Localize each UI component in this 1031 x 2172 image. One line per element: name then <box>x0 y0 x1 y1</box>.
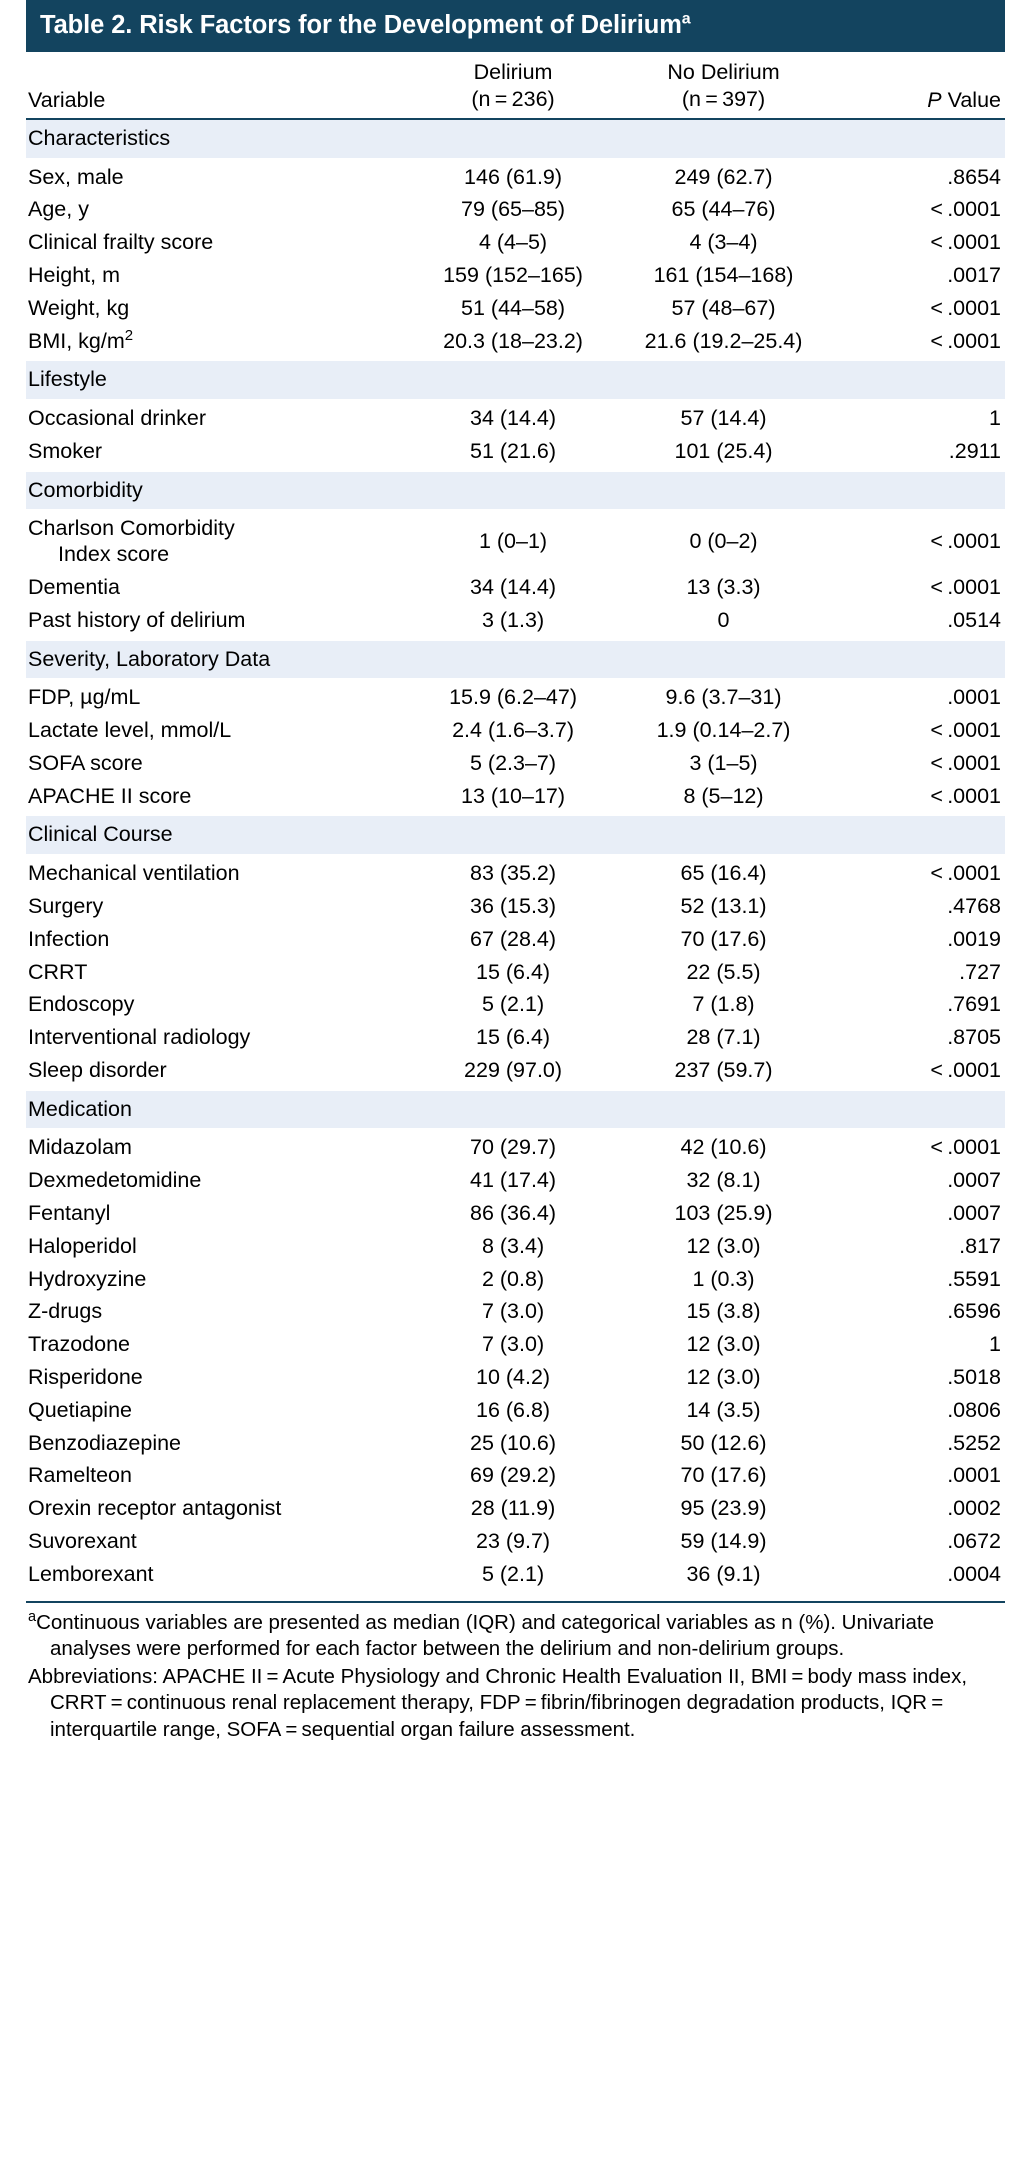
row-p-value: .5018 <box>947 1365 1001 1390</box>
row-no-delirium-value: 8 (5–12) <box>683 783 764 808</box>
row-p-value: < .0001 <box>930 718 1001 743</box>
row-delirium-value: 5 (2.3–7) <box>470 750 557 775</box>
row-delirium-value: 20.3 (18–23.2) <box>443 328 583 353</box>
row-variable: Mechanical ventilation <box>28 861 240 886</box>
row-p-value: .8705 <box>947 1025 1001 1050</box>
row-p-value: .6596 <box>947 1299 1001 1324</box>
row-no-delirium-value: 70 (17.6) <box>680 1463 767 1488</box>
row-no-delirium-value: 65 (16.4) <box>680 861 767 886</box>
table-title-footnote-marker: a <box>681 10 691 28</box>
row-p-value: < .0001 <box>930 783 1001 808</box>
row-no-delirium-value: 12 (3.0) <box>686 1365 761 1390</box>
row-variable-continuation: Index score <box>58 542 170 567</box>
table-row <box>26 571 1005 604</box>
row-no-delirium-value: 36 (9.1) <box>686 1561 761 1586</box>
row-p-value: .0007 <box>947 1201 1001 1226</box>
abbreviations-text: APACHE II = Acute Physiology and Chronic Health Evaluation II, BMI = body mass index, CRRT = continuous renal replacement therapy, FDP = fibrin/fibrinogen degradation products, IQR = interquartile range, SOFA = sequential organ failure assessment. <box>50 1665 968 1741</box>
row-variable: Benzodiazepine <box>28 1430 182 1455</box>
table-head <box>26 52 1005 120</box>
row-no-delirium-value: 22 (5.5) <box>686 959 761 984</box>
table-row <box>26 604 1005 640</box>
table-footnotes <box>26 1603 1005 1743</box>
row-delirium-value: 25 (10.6) <box>470 1430 557 1455</box>
row-delirium-value: 67 (28.4) <box>470 926 557 951</box>
row-variable: Dementia <box>28 574 121 599</box>
table-row <box>26 747 1005 780</box>
table-row <box>26 1526 1005 1559</box>
row-p-value: .817 <box>959 1233 1001 1258</box>
table-row <box>26 1198 1005 1231</box>
row-no-delirium-value: 1 (0.3) <box>692 1266 755 1291</box>
footnote-a <box>28 1610 1003 1662</box>
row-no-delirium-value: 42 (10.6) <box>680 1135 767 1160</box>
row-p-value: .0002 <box>947 1496 1001 1521</box>
table-row <box>26 1022 1005 1055</box>
row-variable: Hydroxyzine <box>28 1266 147 1291</box>
row-no-delirium-value: 3 (1–5) <box>689 750 758 775</box>
row-delirium-value: 1 (0–1) <box>478 529 548 554</box>
row-variable: FDP, µg/mL <box>28 685 141 710</box>
row-p-value: < .0001 <box>930 574 1001 599</box>
p-italic: P <box>927 87 942 112</box>
row-no-delirium-value: 28 (7.1) <box>686 1025 761 1050</box>
table-row <box>26 780 1005 816</box>
row-delirium-value: 3 (1.3) <box>481 607 545 632</box>
row-p-value: < .0001 <box>930 230 1001 255</box>
row-no-delirium-value: 14 (3.5) <box>686 1397 761 1422</box>
row-no-delirium-value: 7 (1.8) <box>692 992 755 1017</box>
row-variable: APACHE II score <box>28 783 192 808</box>
section-header-label: Medication <box>26 1091 1005 1129</box>
row-delirium-value: 13 (10–17) <box>461 783 566 808</box>
row-no-delirium-value: 12 (3.0) <box>686 1332 761 1357</box>
row-p-value: .5591 <box>947 1266 1001 1291</box>
section-header-label: Clinical Course <box>26 816 1005 854</box>
section-header-label: Comorbidity <box>26 472 1005 510</box>
row-p-value: < .0001 <box>930 750 1001 775</box>
row-no-delirium-value: 59 (14.9) <box>680 1529 767 1553</box>
row-no-delirium-value: 50 (12.6) <box>680 1430 767 1455</box>
row-no-delirium-value: 12 (3.0) <box>686 1233 761 1258</box>
table-row <box>26 1165 1005 1198</box>
row-no-delirium-value: 65 (44–76) <box>671 197 776 222</box>
row-p-value: .0001 <box>947 685 1001 710</box>
row-delirium-value: 34 (14.4) <box>470 574 557 599</box>
section-header-row <box>26 361 1005 399</box>
table-row <box>26 1394 1005 1427</box>
row-p-value: < .0001 <box>930 1057 1001 1082</box>
abbreviations-label: Abbreviations: <box>28 1665 158 1689</box>
row-p-value: .727 <box>959 959 1001 984</box>
table-row <box>26 435 1005 471</box>
risk-factors-table <box>26 52 1005 1595</box>
row-no-delirium-value: 0 (0–2) <box>689 529 758 554</box>
table-row <box>26 956 1005 989</box>
row-no-delirium-value: 161 (154–168) <box>653 262 794 287</box>
row-no-delirium-value: 9.6 (3.7–31) <box>665 685 782 710</box>
row-delirium-value: 15.9 (6.2–47) <box>449 685 577 710</box>
row-p-value: < .0001 <box>930 861 1001 886</box>
column-header-delirium-label: Delirium <box>473 60 553 85</box>
column-header-no-delirium <box>618 52 828 119</box>
footnote-a-text: Continuous variables are presented as median (IQR) and categorical variables as n (%). Univariate analyses were performed for each factor between the delirium and non-delirium groups. <box>36 1610 934 1660</box>
table-row <box>26 1362 1005 1395</box>
section-header-row <box>26 472 1005 510</box>
row-variable: Endoscopy <box>28 992 135 1017</box>
row-delirium-value: 70 (29.7) <box>470 1135 557 1160</box>
row-no-delirium-value: 52 (13.1) <box>680 893 767 918</box>
section-header-row <box>26 1091 1005 1129</box>
row-variable: Risperidone <box>28 1365 143 1390</box>
row-p-value: < .0001 <box>930 328 1001 353</box>
row-delirium-value: 34 (14.4) <box>470 406 557 431</box>
row-p-value: < .0001 <box>930 295 1001 320</box>
row-delirium-value: 23 (9.7) <box>475 1529 551 1553</box>
row-variable: Lemborexant <box>28 1561 154 1586</box>
table-row <box>26 1558 1005 1594</box>
row-no-delirium-value: 32 (8.1) <box>686 1168 761 1193</box>
row-variable: Occasional drinker <box>28 406 207 431</box>
section-header-row <box>26 816 1005 854</box>
row-delirium-value: 7 (3.0) <box>481 1299 545 1324</box>
row-variable: Height, m <box>28 262 121 287</box>
row-variable: Surgery <box>28 893 104 918</box>
row-delirium-value: 86 (36.4) <box>470 1201 557 1226</box>
row-delirium-value: 5 (2.1) <box>481 992 545 1017</box>
table-row <box>26 1054 1005 1090</box>
row-delirium-value: 8 (3.4) <box>481 1233 545 1258</box>
row-delirium-value: 10 (4.2) <box>475 1365 551 1390</box>
table-row <box>26 325 1005 361</box>
row-variable: Clinical frailty score <box>28 230 214 255</box>
column-header-no-delirium-label: No Delirium <box>667 60 780 85</box>
p-value-word: Value <box>941 87 1001 112</box>
row-p-value: 1 <box>989 1332 1001 1357</box>
row-delirium-value: 2.4 (1.6–3.7) <box>452 718 574 743</box>
row-delirium-value: 229 (97.0) <box>464 1057 563 1082</box>
row-p-value: .7691 <box>947 992 1001 1017</box>
row-variable: CRRT <box>28 959 88 984</box>
row-p-value: .0004 <box>947 1561 1001 1586</box>
row-variable: Haloperidol <box>28 1233 137 1258</box>
row-variable: Ramelteon <box>28 1463 132 1488</box>
row-delirium-value: 69 (29.2) <box>470 1463 557 1488</box>
row-variable: Suvorexant <box>28 1529 137 1553</box>
column-header-delirium <box>408 52 618 119</box>
row-p-value: .0806 <box>947 1397 1001 1422</box>
row-no-delirium-value: 15 (3.8) <box>686 1299 761 1324</box>
row-no-delirium-value: 57 (14.4) <box>680 406 767 431</box>
row-variable: Sleep disorder <box>28 1057 167 1082</box>
table-row <box>26 715 1005 748</box>
row-delirium-value: 41 (17.4) <box>470 1168 557 1193</box>
section-header-label: Characteristics <box>26 120 1005 158</box>
row-variable: Quetiapine <box>28 1397 132 1422</box>
section-header-label: Severity, Laboratory Data <box>26 641 1005 679</box>
table-title-text: Table 2. Risk Factors for the Development of Delirium <box>40 11 682 39</box>
section-header-row <box>26 641 1005 679</box>
row-variable: Charlson Comorbidity Index score <box>26 509 408 571</box>
row-variable: Z-drugs <box>28 1299 103 1324</box>
row-no-delirium-value: 95 (23.9) <box>680 1496 767 1521</box>
row-p-value: .5252 <box>947 1430 1001 1455</box>
row-no-delirium-value: 249 (62.7) <box>674 164 773 189</box>
row-variable: Lactate level, mmol/L <box>28 718 232 743</box>
row-p-value: .0514 <box>947 607 1001 632</box>
row-no-delirium-value: 0 <box>717 607 730 632</box>
row-variable: Midazolam <box>28 1135 132 1160</box>
row-variable: Dexmedetomidine <box>28 1168 202 1193</box>
table-row <box>26 1427 1005 1460</box>
row-variable-superscript: 2 <box>124 326 134 344</box>
section-header-label: Lifestyle <box>26 361 1005 399</box>
row-delirium-value: 2 (0.8) <box>481 1266 545 1291</box>
row-no-delirium-value: 21.6 (19.2–25.4) <box>644 328 803 353</box>
column-header-variable: Variable <box>28 87 106 112</box>
row-delirium-value: 16 (6.8) <box>475 1397 551 1422</box>
row-no-delirium-value: 57 (48–67) <box>671 295 776 320</box>
row-delirium-value: 4 (4–5) <box>478 230 548 255</box>
table-row <box>26 1493 1005 1526</box>
row-variable: SOFA score <box>28 750 143 775</box>
row-variable: Weight, kg <box>28 295 130 320</box>
row-variable: Sex, male <box>28 164 124 189</box>
row-no-delirium-value: 4 (3–4) <box>689 230 758 255</box>
table-row <box>26 854 1005 890</box>
table-row <box>26 989 1005 1022</box>
row-variable: Smoker <box>28 438 103 463</box>
table-title <box>26 0 1005 52</box>
row-delirium-value: 28 (11.9) <box>470 1496 556 1521</box>
row-delirium-value: 15 (6.4) <box>475 1025 551 1050</box>
row-delirium-value: 5 (2.1) <box>481 1561 545 1586</box>
table-row <box>26 1329 1005 1362</box>
row-delirium-value: 36 (15.3) <box>470 893 557 918</box>
table-row <box>26 158 1005 194</box>
column-header-no-delirium-count: (n = 397) <box>681 86 766 111</box>
table-row <box>26 227 1005 260</box>
footnote-marker-a: a <box>28 1608 37 1625</box>
table-row <box>26 1460 1005 1493</box>
row-variable: Trazodone <box>28 1332 130 1357</box>
row-p-value: < .0001 <box>930 1135 1001 1160</box>
row-delirium-value: 159 (152–165) <box>443 262 583 287</box>
row-p-value: .0672 <box>947 1529 1001 1553</box>
row-p-value: .2911 <box>948 438 1001 463</box>
column-header-delirium-count: (n = 236) <box>471 86 555 111</box>
row-p-value: < .0001 <box>930 529 1001 554</box>
table-row <box>26 1230 1005 1263</box>
row-no-delirium-value: 101 (25.4) <box>674 438 773 463</box>
row-p-value: < .0001 <box>930 197 1001 222</box>
section-header-row <box>26 120 1005 158</box>
table-row <box>26 292 1005 325</box>
row-p-value: .0001 <box>947 1463 1001 1488</box>
table-row <box>26 1296 1005 1329</box>
row-delirium-value: 79 (65–85) <box>461 197 566 222</box>
row-delirium-value: 15 (6.4) <box>475 959 551 984</box>
row-p-value: .8654 <box>947 164 1001 189</box>
table-row <box>26 678 1005 714</box>
table-row <box>26 890 1005 923</box>
row-p-value: .0007 <box>947 1168 1001 1193</box>
table-row <box>26 194 1005 227</box>
table-row <box>26 1263 1005 1296</box>
row-p-value: .4768 <box>947 893 1001 918</box>
table-body <box>26 120 1005 1595</box>
table-row <box>26 1128 1005 1164</box>
row-delirium-value: 146 (61.9) <box>464 164 563 189</box>
row-variable: Age, y <box>28 197 89 222</box>
row-no-delirium-value: 1.9 (0.14–2.7) <box>656 718 791 743</box>
row-delirium-value: 51 (44–58) <box>461 295 566 320</box>
row-no-delirium-value: 13 (3.3) <box>686 574 761 599</box>
row-p-value: .0017 <box>947 262 1001 287</box>
row-delirium-value: 83 (35.2) <box>470 861 557 886</box>
row-delirium-value: 51 (21.6) <box>470 438 557 463</box>
table-row <box>26 259 1005 292</box>
row-variable: Orexin receptor antagonist <box>28 1496 282 1521</box>
table-row <box>26 509 1005 571</box>
row-p-value: .0019 <box>947 926 1001 951</box>
row-no-delirium-value: 103 (25.9) <box>674 1201 773 1226</box>
row-variable: Interventional radiology <box>28 1025 251 1050</box>
table-row <box>26 923 1005 956</box>
footnote-abbreviations <box>28 1664 1003 1743</box>
row-no-delirium-value: 237 (59.7) <box>674 1057 773 1082</box>
row-variable: Past history of delirium <box>28 607 246 632</box>
row-variable: Fentanyl <box>28 1201 111 1226</box>
column-header-row <box>26 52 1005 119</box>
row-p-value: 1 <box>989 406 1001 431</box>
row-no-delirium-value: 70 (17.6) <box>680 926 767 951</box>
row-delirium-value: 7 (3.0) <box>481 1332 545 1357</box>
table-row <box>26 399 1005 435</box>
row-variable: BMI, $kg/m^2$ <box>28 326 134 353</box>
column-header-p-value <box>829 52 1005 119</box>
row-variable: Infection <box>28 926 110 951</box>
